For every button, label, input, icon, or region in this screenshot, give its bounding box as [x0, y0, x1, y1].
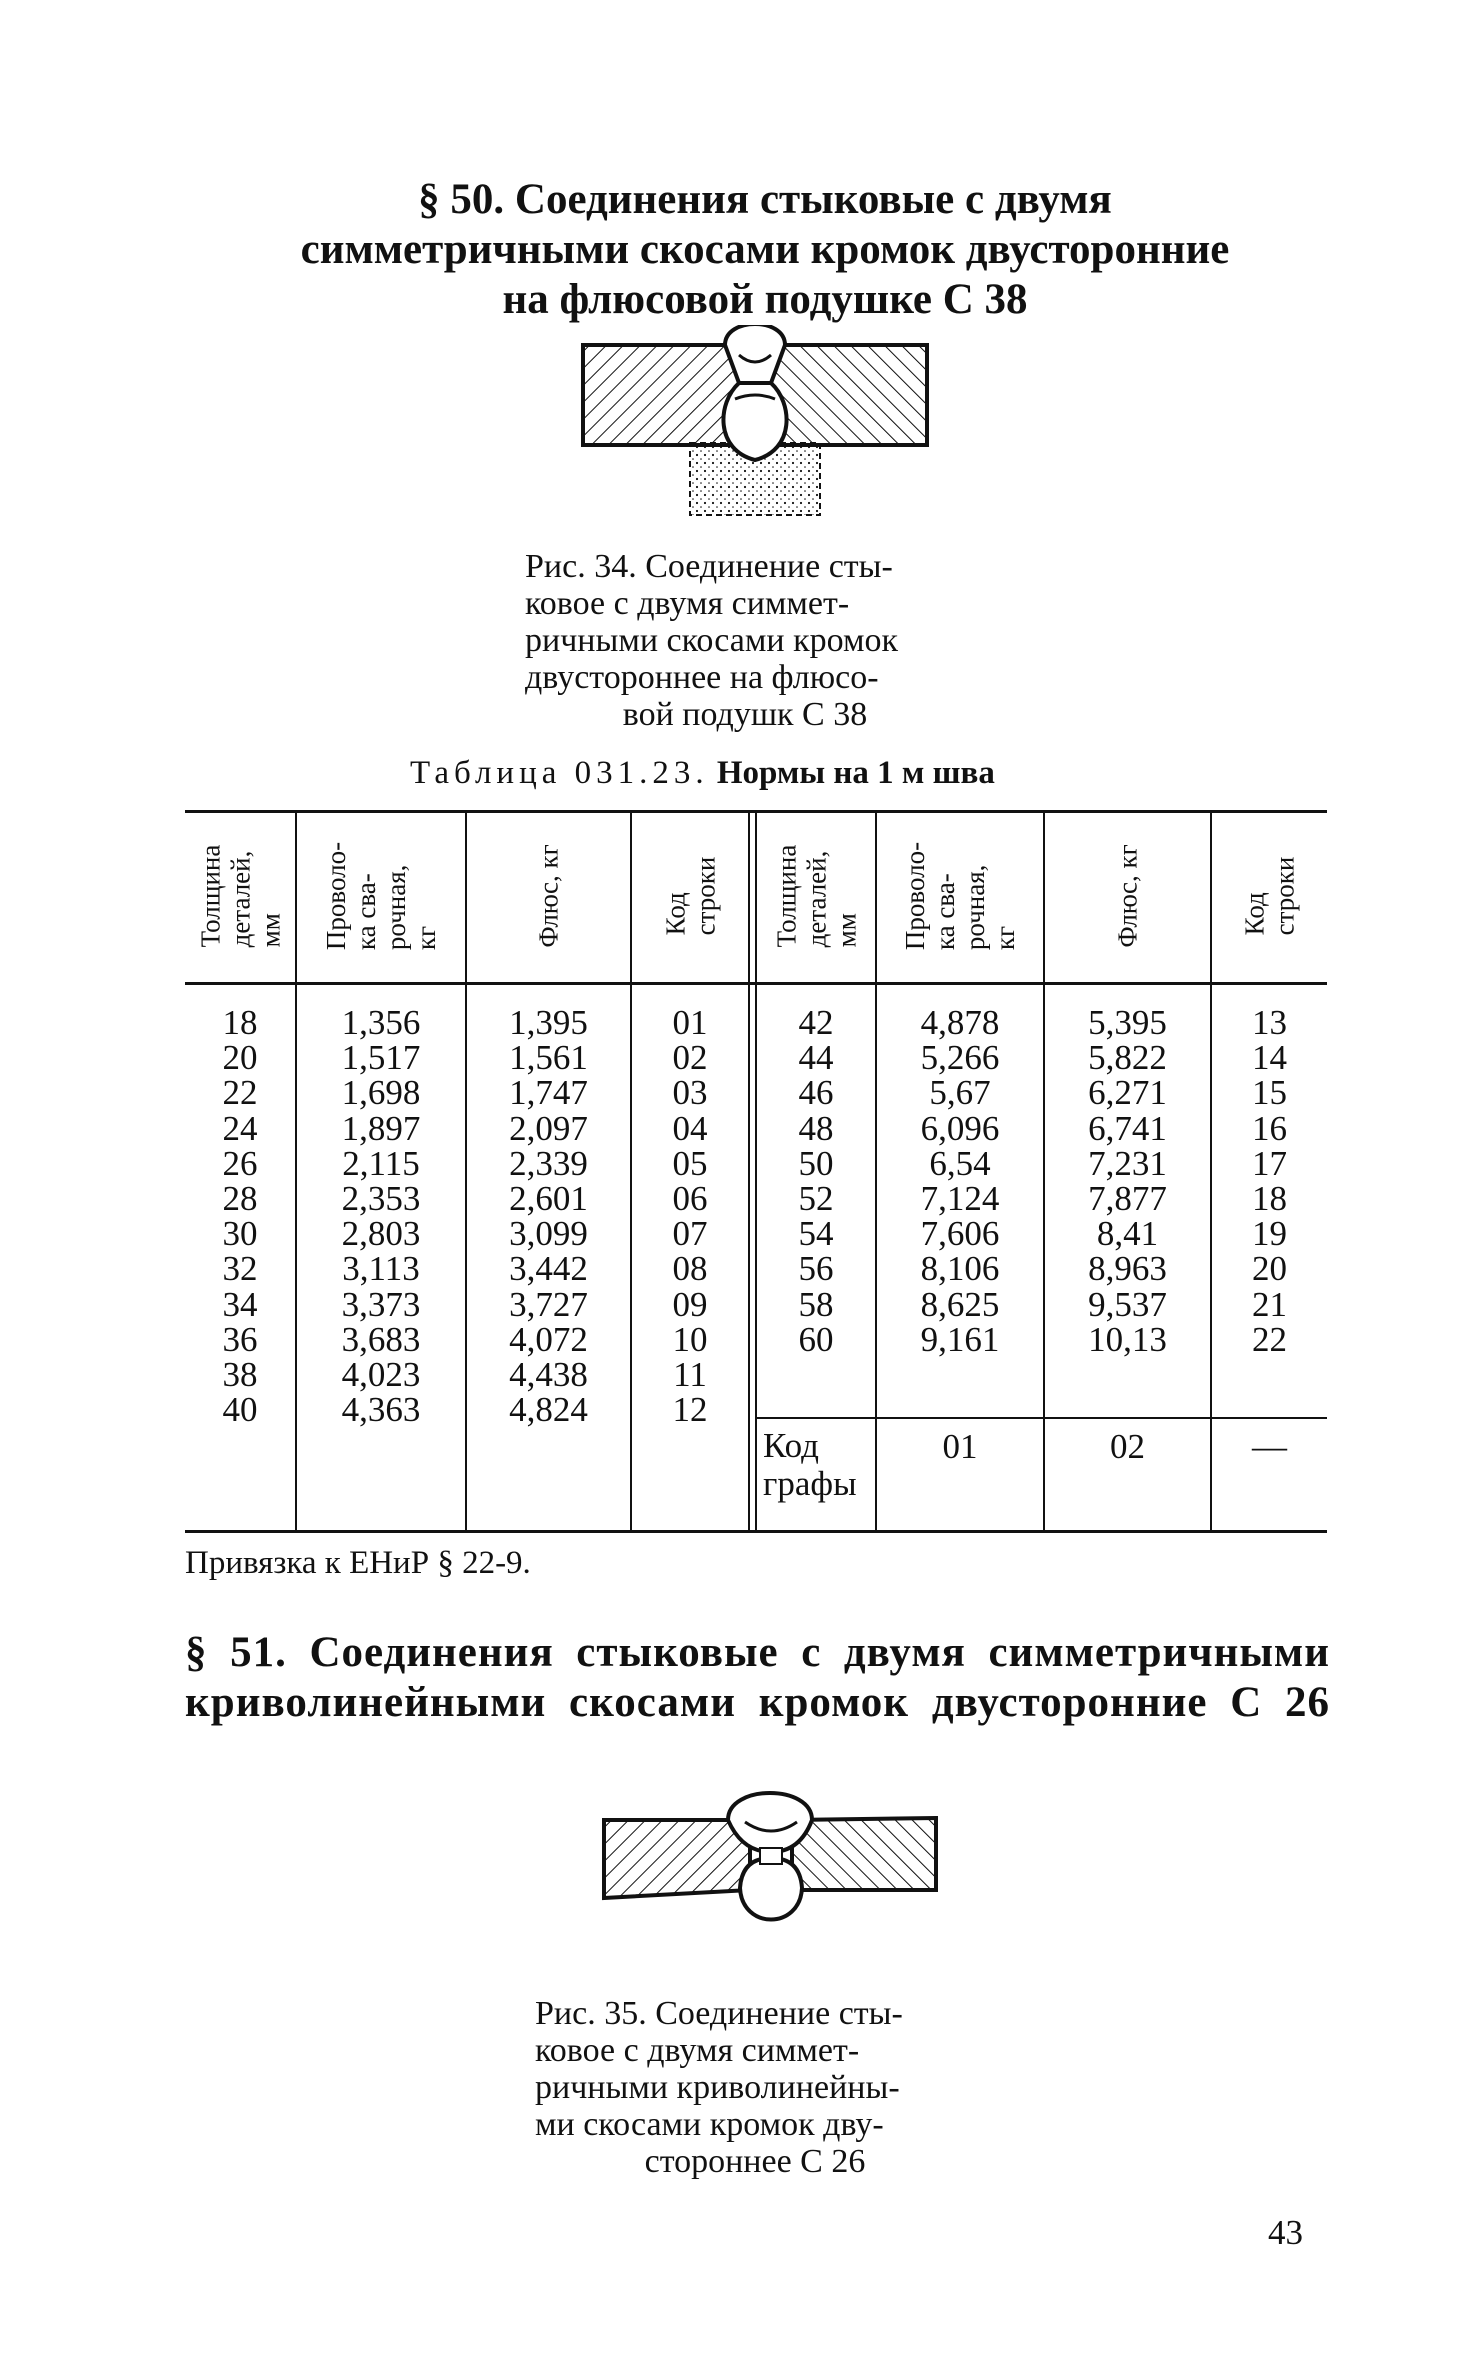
caption-line: ковое с двумя симмет- — [525, 585, 850, 622]
table-cell: 28 — [222, 1178, 258, 1218]
header-flux-right: Флюс, кг — [1112, 844, 1143, 948]
table-cell: 22 — [222, 1073, 258, 1113]
table-cell: 54 — [798, 1214, 834, 1254]
table-cell: 9,161 — [920, 1319, 1000, 1359]
table-cell: 6,096 — [920, 1108, 1000, 1148]
table-cell: 8,41 — [1096, 1214, 1159, 1254]
header-code-left: Код строки — [660, 856, 720, 936]
table-cell: 07 — [672, 1214, 708, 1254]
table-cell: 7,606 — [920, 1214, 1000, 1254]
table-cell: 3,099 — [509, 1214, 588, 1254]
table-cell: 6,271 — [1088, 1073, 1167, 1113]
table-cell: 8,106 — [920, 1249, 1000, 1289]
header-code-right: Код строки — [1239, 856, 1300, 936]
page-number: 43 — [1268, 2213, 1303, 2252]
caption-line: ричными криволинейны- — [535, 2069, 900, 2106]
table-cell: 1,698 — [341, 1073, 421, 1113]
table-cell: 4,438 — [509, 1354, 588, 1394]
table-cell: 52 — [798, 1178, 834, 1218]
table-cell: 8,625 — [920, 1284, 1000, 1324]
column-code-right — [1212, 1005, 1327, 1357]
table-cell: 26 — [222, 1143, 258, 1183]
figure-35-joint-drawing — [600, 1780, 940, 1940]
column-wire-right — [877, 1005, 1043, 1357]
table-title — [410, 755, 995, 792]
table-cell: 2,601 — [509, 1178, 588, 1218]
table-cell: 2,339 — [509, 1143, 588, 1183]
column-code-left — [632, 1003, 748, 1430]
table-cell: 24 — [222, 1108, 258, 1148]
norms-table — [185, 810, 1327, 1533]
caption-line: стороннее С 26 — [644, 2143, 866, 2180]
table-cell: 5,822 — [1088, 1038, 1167, 1078]
table-cell: 14 — [1252, 1038, 1287, 1078]
caption-line: ми скосами кромок дву- — [535, 2106, 884, 2143]
table-cell: 19 — [1252, 1214, 1287, 1254]
table-cell: 32 — [222, 1249, 258, 1289]
column-wire-left — [297, 1003, 465, 1430]
header-wire-left: Проволо- ка сва- рочная, кг — [320, 841, 441, 951]
table-cell: 1,356 — [341, 1003, 421, 1042]
figure-35-caption — [535, 1995, 975, 2180]
table-cell: 5,67 — [929, 1073, 991, 1113]
table-cell: 1,395 — [509, 1003, 588, 1042]
title-line: § 50. Соединения стыковые с двумя — [418, 176, 1112, 223]
table-cell: 02 — [672, 1038, 708, 1078]
table-cell: 09 — [672, 1284, 708, 1324]
table-cell: 18 — [1252, 1178, 1287, 1218]
table-cell: 7,231 — [1088, 1143, 1167, 1183]
table-cell: 3,113 — [342, 1249, 420, 1289]
table-cell: 21 — [1252, 1284, 1287, 1324]
table-cell: 56 — [798, 1249, 834, 1289]
table-cell: 36 — [222, 1319, 258, 1359]
table-cell: 01 — [672, 1003, 708, 1042]
table-cell: 15 — [1252, 1073, 1287, 1113]
header-thickness-right: Толщина деталей, мм — [770, 844, 861, 948]
double-column-divider — [748, 810, 757, 1533]
caption-line: Рис. 34. Соединение сты- — [525, 548, 893, 585]
table-cell: 6,741 — [1088, 1108, 1167, 1148]
table-cell: 4,023 — [341, 1354, 421, 1394]
table-cell: 34 — [222, 1284, 258, 1324]
header-thickness-left: Толщина деталей, мм — [194, 844, 285, 948]
table-cell: 2,115 — [342, 1143, 420, 1183]
table-cell: 9,537 — [1088, 1284, 1167, 1324]
table-cell: 2,353 — [341, 1178, 421, 1218]
header-flux-left: Флюс, кг — [533, 844, 564, 948]
column-thickness-right — [757, 1005, 875, 1357]
section-50-title — [180, 175, 1350, 325]
column-thickness-left — [185, 1003, 295, 1430]
table-number: Таблица 031.23. — [410, 755, 709, 791]
column-code-wire: 01 — [942, 1427, 978, 1466]
table-cell: 16 — [1252, 1108, 1287, 1148]
table-cell: 48 — [798, 1108, 834, 1148]
caption-line: Рис. 35. Соединение сты- — [535, 1995, 903, 2032]
table-cell: 3,683 — [341, 1319, 421, 1359]
table-cell: 06 — [672, 1178, 708, 1218]
figure-34-joint-drawing — [575, 325, 935, 525]
table-cell: 44 — [798, 1038, 834, 1078]
table-cell: 4,363 — [341, 1390, 421, 1430]
table-cell: 6,54 — [929, 1143, 991, 1183]
table-cell: 58 — [798, 1284, 834, 1324]
table-cell: 10 — [672, 1319, 708, 1359]
table-cell: 5,395 — [1088, 1003, 1167, 1042]
column-code-row-code: — — [1252, 1427, 1287, 1466]
table-cell: 3,727 — [509, 1284, 588, 1324]
table-cell: 3,442 — [509, 1249, 588, 1289]
title-line: на флюсовой подушке С 38 — [502, 276, 1028, 323]
table-cell: 13 — [1252, 1003, 1287, 1042]
table-cell: 18 — [222, 1003, 258, 1042]
table-cell: 5,266 — [920, 1038, 1000, 1078]
title-line: симметричными скосами кромок двусторонние — [300, 226, 1230, 273]
table-cell: 1,747 — [509, 1073, 588, 1113]
table-cell: 7,877 — [1088, 1178, 1167, 1218]
code-row-rule — [757, 1417, 1327, 1419]
table-cell: 4,072 — [509, 1319, 588, 1359]
table-cell: 03 — [672, 1073, 708, 1113]
table-cell: 46 — [798, 1073, 834, 1113]
table-cell: 05 — [672, 1143, 708, 1183]
column-flux-right — [1045, 1005, 1210, 1357]
table-cell: 60 — [798, 1319, 834, 1359]
caption-line: двустороннее на флюсо- — [525, 659, 879, 696]
table-cell: 2,803 — [341, 1214, 421, 1254]
table-cell: 17 — [1252, 1143, 1287, 1183]
table-cell: 7,124 — [920, 1178, 1000, 1218]
header-wire-right: Проволо- ка сва- рочная, кг — [899, 841, 1020, 951]
table-cell: 42 — [798, 1003, 834, 1042]
column-code-flux: 02 — [1110, 1427, 1145, 1466]
caption-line: вой подушк С 38 — [622, 696, 868, 733]
table-cell: 38 — [222, 1354, 258, 1394]
table-cell: 30 — [222, 1214, 258, 1254]
table-cell: 08 — [672, 1249, 708, 1289]
column-code-label: Код графы — [763, 1426, 857, 1503]
table-cell: 40 — [222, 1390, 258, 1430]
table-cell: 3,373 — [341, 1284, 421, 1324]
table-cell: 2,097 — [509, 1108, 588, 1148]
table-cell: 04 — [672, 1108, 708, 1148]
table-cell: 20 — [1252, 1249, 1287, 1289]
column-flux-left — [467, 1003, 630, 1430]
title-line: § 51. Соединения стыковые с двумя симметричными — [185, 1629, 1330, 1676]
title-line: криволинейными скосами кромок двусторонние С 26 — [185, 1679, 1330, 1726]
table-cell: 20 — [222, 1038, 258, 1078]
figure-34-caption — [525, 548, 965, 733]
table-cell: 10,13 — [1088, 1319, 1167, 1359]
table-cell: 8,963 — [1088, 1249, 1167, 1289]
table-cell: 4,824 — [509, 1390, 588, 1430]
section-51-title — [185, 1628, 1330, 1728]
table-caption: Нормы на 1 м шва — [716, 755, 995, 791]
table-cell: 1,517 — [341, 1038, 421, 1078]
table-cell: 50 — [798, 1143, 834, 1183]
table-cell: 1,561 — [509, 1038, 588, 1078]
binding-note: Привязка к ЕНиР § 22-9. — [185, 1545, 531, 1581]
table-cell: 22 — [1252, 1319, 1287, 1359]
table-cell: 11 — [673, 1354, 707, 1394]
table-cell: 4,878 — [920, 1003, 1000, 1042]
table-cell: 12 — [672, 1390, 708, 1430]
table-cell: 1,897 — [341, 1108, 421, 1148]
caption-line: ковое с двумя симмет- — [535, 2032, 860, 2069]
caption-line: ричными скосами кромок — [525, 622, 898, 659]
